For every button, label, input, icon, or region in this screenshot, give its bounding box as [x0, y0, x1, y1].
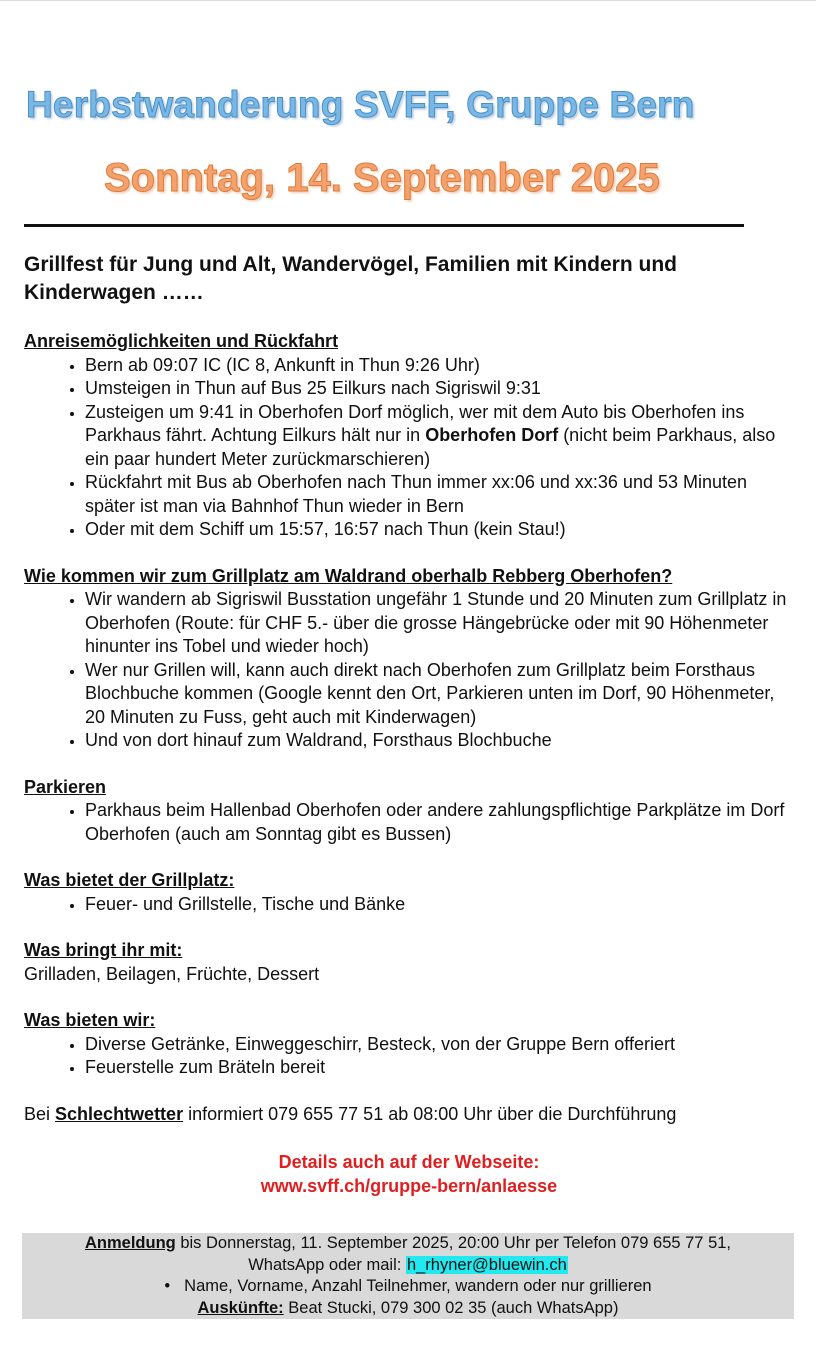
list-item: • Parkhaus beim Hallenbad Oberhofen oder andere zahlungspflichtige Parkplätze im Dorf Oberhofen (auch am Sonntag gibt es Bussen): [85, 799, 794, 846]
email-link[interactable]: h_rhyner@bluewin.ch: [406, 1255, 567, 1274]
angebot-list: [24, 1033, 794, 1080]
document-body: [24, 251, 794, 1218]
registration-text: WhatsApp oder mail:: [248, 1255, 406, 1274]
list-item-text: Zusteigen um 9:41 in Oberhofen Dorf möglich, wer mit dem Auto bis Oberhofen ins Parkhaus fährt. Achtung Eilkurs hält nur in: [85, 401, 745, 445]
notice-text: informiert 079 655 77 51 ab 08:00 Uhr über die Durchführung: [183, 1103, 677, 1124]
emphasis-text: Oberhofen Dorf: [425, 425, 559, 445]
registration-list: [22, 1276, 794, 1298]
registration-line: [22, 1233, 794, 1255]
list-item: • Umsteigen in Thun auf Bus 25 Eilkurs nach Sigriswil 9:31: [85, 377, 794, 401]
anreise-list: [24, 354, 794, 542]
section-title-grillplatz-weg: Wie kommen wir zum Grillplatz am Waldrand oberhalb Rebberg Oberhofen?: [24, 565, 673, 586]
info-line: [22, 1298, 794, 1320]
list-item: • Diverse Getränke, Einweggeschirr, Besteck, von der Gruppe Bern offeriert: [85, 1033, 794, 1057]
list-item: • Wer nur Grillen will, kann auch direkt nach Oberhofen zum Grillplatz beim Forsthaus Blochbuche kommen (Google kennt den Ort, Parkieren unten im Dorf, 90 Höhenmeter, 20 Minuten zu Fuss, geht auch mit Kinderwagen): [85, 659, 794, 730]
list-item: • Bern ab 09:07 IC (IC 8, Ankunft in Thun 9:26 Uhr): [85, 354, 794, 378]
event-date: Sonntag, 14. September 2025: [104, 156, 660, 200]
registration-text: bis Donnerstag, 11. September 2025, 20:00 Uhr per Telefon 079 655 77 51,: [175, 1234, 732, 1252]
section-title-grillplatz-angebot: Was bietet der Grillplatz:: [24, 870, 235, 890]
grillplatz-weg-list: [24, 588, 794, 753]
grillplatz-angebot-list: [24, 893, 794, 917]
list-item: • Rückfahrt mit Bus ab Oberhofen nach Thun immer xx:06 und xx:36 und 53 Minuten später ist man via Bahnhof Thun wieder in Bern: [85, 471, 794, 518]
registration-box: [22, 1233, 794, 1319]
notice-text: Bei: [24, 1103, 56, 1124]
list-item: • Name, Vorname, Anzahl Teilnehmer, wandern oder nur grillieren: [22, 1276, 794, 1298]
intro-text: Grillfest für Jung und Alt, Wandervögel, Familien mit Kindern und Kinderwagen ……: [24, 253, 677, 304]
section-title-parkieren: Parkieren: [24, 776, 107, 797]
list-item: • Wir wandern ab Sigriswil Busstation ungefähr 1 Stunde und 20 Minuten zum Grillplatz in Oberhofen (Route: für CHF 5.- über die grosse Hängebrücke oder mit 90 Höhenmeter hinunter ins Tobel und wieder hoch): [85, 588, 794, 659]
parkieren-list: [24, 799, 794, 846]
list-item: • Feuerstelle zum Bräteln bereit: [85, 1056, 794, 1080]
section-title-angebot: Was bieten wir:: [24, 1010, 156, 1030]
page-title: Herbstwanderung SVFF, Gruppe Bern: [26, 84, 695, 125]
list-item-text: (nicht beim Parkhaus, also ein paar hundert Meter zurückmarschieren): [85, 425, 776, 469]
list-item: [85, 401, 794, 472]
list-item: • Oder mit dem Schiff um 15:57, 16:57 nach Thun (kein Stau!): [85, 518, 794, 542]
title-divider: [24, 224, 744, 227]
bad-weather-notice: [24, 1103, 794, 1127]
details-notice: [24, 1150, 794, 1198]
registration-label: Anmeldung: [84, 1234, 176, 1252]
bad-weather-label: Schlechtwetter: [55, 1103, 184, 1124]
section-title-anreise: Anreisemöglichkeiten und Rückfahrt: [24, 331, 339, 351]
info-text: Beat Stucki, 079 300 02 35 (auch WhatsApp): [283, 1298, 619, 1317]
website-link[interactable]: www.svff.ch/gruppe-bern/anlaesse: [260, 1176, 558, 1196]
info-label: Auskünfte:: [197, 1298, 284, 1317]
list-item: • Feuer- und Grillstelle, Tische und Bänke: [85, 893, 794, 917]
section-title-mitbringen: Was bringt ihr mit:: [24, 940, 183, 960]
top-border: [0, 0, 816, 1]
registration-contact-line: [22, 1255, 794, 1277]
details-label: Details auch auf der Webseite:: [278, 1152, 540, 1172]
mitbringen-text: Grilladen, Beilagen, Früchte, Dessert: [24, 963, 320, 984]
list-item: • Und von dort hinauf zum Waldrand, Forsthaus Blochbuche: [85, 729, 794, 753]
